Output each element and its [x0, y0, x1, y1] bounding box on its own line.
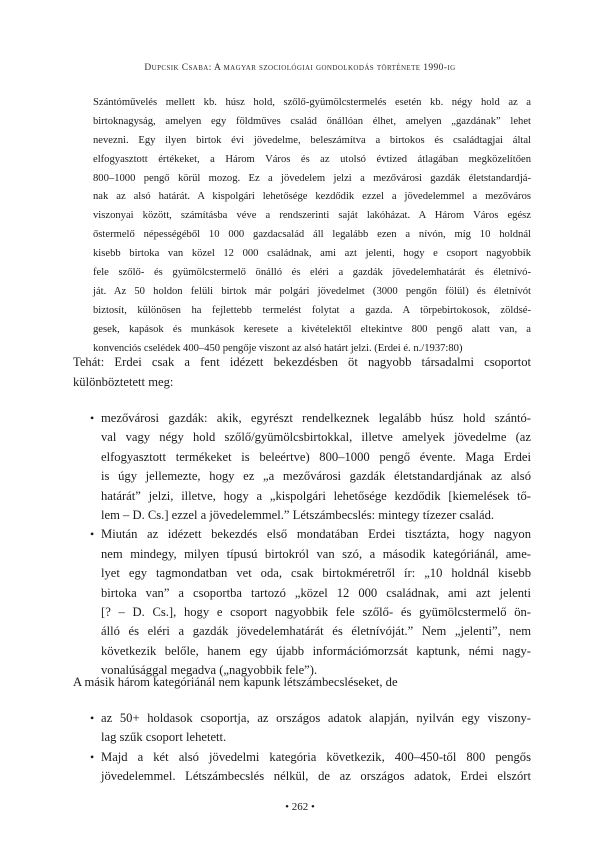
quote-line: gesek, kapások és munkások keresete a kivételektől eltekintve 800 pengő alatt van, a — [93, 323, 531, 335]
quote-line: Szántóművelés mellett kb. húsz hold, szőlő-gyümölcstermelés esetén kb. négy hold az a — [93, 97, 531, 108]
quote-line: biztosít, különösen ha fejlettebb termelést folytat a gazda. A törpebirtokosok, zöldsé- — [93, 304, 531, 316]
list-item — [73, 525, 531, 680]
quote-line: kisebb birtoka van közel 12 000 családnak, ami azt jelenti, hogy e csoport nagyobbik — [93, 248, 531, 260]
list-item — [73, 748, 531, 787]
list-item-line: is úgy jellemezte, hogy ez „a mezővárosi gazdák életstandardjának az alsó — [101, 469, 531, 484]
quote-line: birtoknagyság, amelyen egy földműves család önállóan élhet, amelyen „gazdának” lehet — [93, 115, 531, 127]
bullet-dot-icon: • — [90, 749, 95, 764]
list-item-line: elfogyasztott termékeket is beleértve) 800–1000 pengő évente. Maga Erdei — [101, 449, 531, 464]
bullet-list-1 — [73, 409, 531, 680]
list-item-line: jövedelemmel. Létszámbecslés nélkül, de az országos adatok, Erdei elszórt — [101, 769, 531, 784]
page-number: • 262 • — [285, 801, 315, 813]
quote-line: viszonyai között, számításba véve a rendszerinti saját lakóházat. A Három Város egész — [93, 210, 531, 222]
paragraph-intro — [73, 353, 531, 392]
paragraph-line: A másik három kategóriánál nem kapunk létszámbecsléseket, de — [73, 675, 398, 689]
list-item — [73, 709, 531, 748]
bullet-dot-icon: • — [90, 711, 95, 725]
list-item — [73, 409, 531, 525]
list-item-line: lem – D. Cs.] ezzel a jövedelemmel.” Létszámbecslés: mintegy tízezer család. — [101, 507, 495, 522]
list-item-line: mezővárosi gazdák: akik, egyrészt rendelkeznek legalább húsz hold szántó- — [101, 411, 531, 425]
list-item-line: következik belőle, hanem egy újabb információmorzsát kaptunk, némi nagy- — [101, 643, 531, 658]
quote-line: fele szőlő- és gyümölcstermelő önálló és eléri a gazdák jövedelemhatárát és életnívó- — [93, 267, 531, 279]
list-item-line: lag szűk csoport lehetett. — [101, 730, 227, 745]
paragraph-line: különböztetett meg: — [73, 374, 174, 389]
list-item-line: álló és eléri a gazdák jövedelemhatárát és életnívóját.” Nem „jelenti”, nem — [101, 624, 531, 639]
quote-line: nevezni. Egy ilyen birtok évi jövedelme, beleszámítva a birtokos és családtagjai által — [93, 134, 531, 146]
list-item-line: [? – D. Cs.], hogy e csoport nagyobbik fele szőlő- és gyümölcstermelő ön- — [101, 604, 531, 619]
block-quote — [93, 94, 531, 358]
quote-line: konvenciós cselédek 400–450 pengője viszont az alsó határt jelzi. (Erdei é. n./1937:80) — [93, 342, 463, 354]
quote-line: elfogyasztott értékeket, a Három Város és az utolsó évtized átlagában megközelítően — [93, 153, 531, 165]
bullet-dot-icon: • — [90, 411, 95, 425]
bullet-list-2 — [73, 709, 531, 787]
paragraph-line: Tehát: Erdei csak a fent idézett bekezdésben öt nagyobb társadalmi csoportot — [73, 355, 531, 369]
list-item-line: Miután az idézett bekezdés első mondatában Erdei tisztázta, hogy nagyon — [101, 527, 531, 542]
list-item-line: Majd a két alsó jövedelmi kategória következik, 400–450-től 800 pengős — [101, 749, 531, 764]
quote-line: őstermelő népességéből 10 000 gazdacsalád áll legalább ezen a nívón, míg 10 holdnál — [93, 229, 531, 241]
list-item-line: birtoka van” a csoportba tartozó „közel 12 000 családnak, ami azt jelenti — [101, 585, 531, 600]
list-item-line: nem mindegy, milyen típusú birtokról van szó, a második kategóriánál, ame- — [101, 546, 531, 561]
paragraph-transition — [73, 673, 531, 693]
bullet-dot-icon: • — [90, 527, 95, 542]
running-header: Dupcsik Csaba: A magyar szociológiai gondolkodás története 1990-ig — [144, 63, 456, 73]
list-item-line: határát” jelzi, illetve, hogy a „kispolgári lehetősége kezdődik [kiemelések tő- — [101, 488, 531, 503]
list-item-line: vonalúsággal megadva („nagyobbik fele”). — [101, 663, 318, 678]
list-item-line: lyet egy tagmondatban vet oda, csak birtokméretről ír: „10 holdnál kisebb — [101, 566, 531, 581]
list-item-line: val vagy négy hold szőlő/gyümölcsbirtokkal, illetve amelyek jövedelme (az — [101, 430, 531, 445]
quote-line: 800–1000 pengő körül mozog. Ez a jövedelem jelzi a mezővárosi gazdák életstandardjá- — [93, 172, 531, 184]
quote-line: ját. Az 50 holdon felüli birtok már polgári jövedelmet (3000 pengőn fölül) és életnívót — [93, 285, 531, 297]
quote-line: nak az alsó határát. A kispolgári lehetősége kezdődik ezzel a jövedelemmel a mezőváros — [93, 191, 531, 203]
list-item-line: az 50+ holdasok csoportja, az országos adatok alapján, nyilván egy viszony- — [101, 711, 531, 725]
